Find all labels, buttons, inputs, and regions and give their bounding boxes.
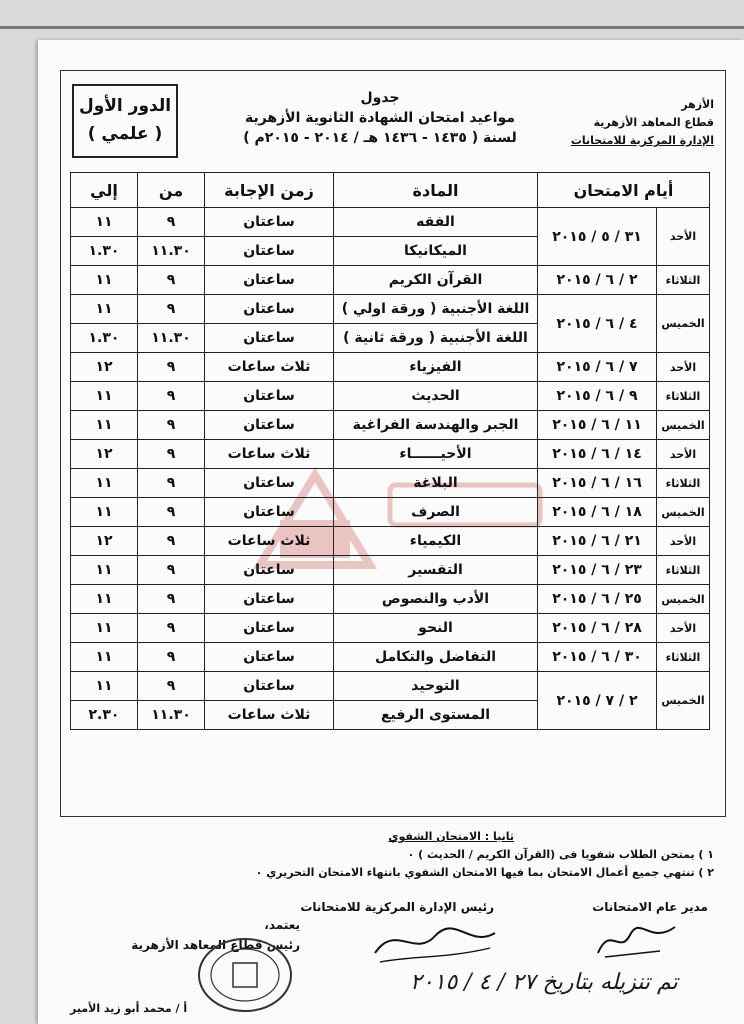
exam-end: ١١ bbox=[71, 382, 138, 411]
table-row bbox=[71, 585, 710, 614]
exam-duration: ثلاث ساعات bbox=[205, 527, 334, 556]
round-label: الدور الأول bbox=[78, 96, 172, 116]
exam-subject: الكيمياء bbox=[334, 527, 538, 556]
exam-subject: البلاغة bbox=[334, 469, 538, 498]
table-row bbox=[71, 266, 710, 295]
director-general-label: مدير عام الامتحانات bbox=[592, 900, 708, 914]
exam-start: ٩ bbox=[138, 643, 205, 672]
scan-edge-line bbox=[0, 26, 744, 29]
exam-end: ١.٣٠ bbox=[71, 324, 138, 353]
official-stamp bbox=[195, 935, 295, 1015]
exam-date: ٩ / ٦ / ٢٠١٥ bbox=[538, 382, 657, 411]
exam-subject: النحو bbox=[334, 614, 538, 643]
exam-day: الثلاثاء bbox=[657, 469, 710, 498]
exam-date: ٤ / ٦ / ٢٠١٥ bbox=[538, 295, 657, 353]
exam-start: ٩ bbox=[138, 498, 205, 527]
exam-day: الخميس bbox=[657, 498, 710, 527]
exam-date: ١١ / ٦ / ٢٠١٥ bbox=[538, 411, 657, 440]
exam-date: ٢ / ٧ / ٢٠١٥ bbox=[538, 672, 657, 730]
round-track: ( علمي ) bbox=[87, 124, 163, 144]
exam-start: ٩ bbox=[138, 527, 205, 556]
exam-duration: ساعتان bbox=[205, 237, 334, 266]
exam-duration: ساعتان bbox=[205, 585, 334, 614]
exam-start: ٩ bbox=[138, 266, 205, 295]
exam-subject: الصرف bbox=[334, 498, 538, 527]
exam-end: ١١ bbox=[71, 556, 138, 585]
exam-subject: التفاضل والتكامل bbox=[334, 643, 538, 672]
exam-duration: ثلاث ساعات bbox=[205, 440, 334, 469]
table-row bbox=[71, 411, 710, 440]
exam-date: ١٦ / ٦ / ٢٠١٥ bbox=[538, 469, 657, 498]
issuer-line-2: قطاع المعاهد الأزهرية bbox=[593, 116, 714, 129]
title-line-1: جدول bbox=[360, 90, 400, 106]
exam-start: ٩ bbox=[138, 672, 205, 701]
exam-date: ٢ / ٦ / ٢٠١٥ bbox=[538, 266, 657, 295]
exam-duration: ساعتان bbox=[205, 672, 334, 701]
signature-director bbox=[590, 915, 680, 965]
exam-duration: ثلاث ساعات bbox=[205, 353, 334, 382]
exam-day: الثلاثاء bbox=[657, 556, 710, 585]
table-row bbox=[71, 295, 710, 324]
round-box bbox=[72, 84, 178, 158]
exam-end: ١٢ bbox=[71, 440, 138, 469]
exam-day: الثلاثاء bbox=[657, 266, 710, 295]
note-item: ١ ) يمتحن الطلاب شفويا فى (القرآن الكريم / الحديث ) ٠ bbox=[407, 848, 714, 861]
title-line-3: لسنة ( ١٤٣٥ - ١٤٣٦ هـ / ٢٠١٤ - ٢٠١٥م ) bbox=[243, 130, 517, 146]
exam-start: ٩ bbox=[138, 353, 205, 382]
exam-day: الخميس bbox=[657, 411, 710, 440]
exam-date: ٢٨ / ٦ / ٢٠١٥ bbox=[538, 614, 657, 643]
exam-date: ٣٠ / ٦ / ٢٠١٥ bbox=[538, 643, 657, 672]
exam-duration: ساعتان bbox=[205, 498, 334, 527]
exam-start: ٩ bbox=[138, 440, 205, 469]
col-header-days: أيام الامتحان bbox=[538, 173, 710, 208]
exam-end: ١٢ bbox=[71, 353, 138, 382]
exam-start: ٩ bbox=[138, 585, 205, 614]
table-row bbox=[71, 208, 710, 237]
exam-subject: المستوى الرفيع bbox=[334, 701, 538, 730]
exam-duration: ساعتان bbox=[205, 382, 334, 411]
signature-central-head bbox=[370, 918, 500, 968]
exam-duration: ساعتان bbox=[205, 324, 334, 353]
exam-duration: ساعتان bbox=[205, 295, 334, 324]
exam-end: ١١ bbox=[71, 469, 138, 498]
exam-day: الخميس bbox=[657, 672, 710, 730]
exam-start: ١١.٣٠ bbox=[138, 701, 205, 730]
exam-subject: الأحيــــــاء bbox=[334, 440, 538, 469]
col-header-to: إلي bbox=[71, 173, 138, 208]
exam-end: ١١ bbox=[71, 295, 138, 324]
table-row bbox=[71, 643, 710, 672]
issuer-line-1: الأزهر bbox=[681, 98, 714, 111]
col-header-from: من bbox=[138, 173, 205, 208]
approval-label: يعتمد، bbox=[264, 918, 300, 932]
exam-start: ١١.٣٠ bbox=[138, 324, 205, 353]
exam-start: ٩ bbox=[138, 469, 205, 498]
table-header-row bbox=[71, 173, 710, 208]
exam-schedule-table bbox=[70, 172, 710, 730]
document-title bbox=[190, 88, 570, 148]
exam-end: ١١ bbox=[71, 208, 138, 237]
exam-duration: ساعتان bbox=[205, 643, 334, 672]
central-head-label: رئيس الإدارة المركزية للامتحانات bbox=[300, 900, 494, 914]
exam-subject: القرآن الكريم bbox=[334, 266, 538, 295]
exam-day: الثلاثاء bbox=[657, 382, 710, 411]
exam-start: ٩ bbox=[138, 556, 205, 585]
exam-duration: ثلاث ساعات bbox=[205, 701, 334, 730]
exam-duration: ساعتان bbox=[205, 469, 334, 498]
exam-subject: التفسير bbox=[334, 556, 538, 585]
exam-start: ٩ bbox=[138, 382, 205, 411]
exam-end: ٢.٣٠ bbox=[71, 701, 138, 730]
exam-day: الأحد bbox=[657, 353, 710, 382]
exam-day: الأحد bbox=[657, 614, 710, 643]
exam-subject: الميكانيكا bbox=[334, 237, 538, 266]
exam-end: ١١ bbox=[71, 585, 138, 614]
exam-start: ٩ bbox=[138, 411, 205, 440]
exam-duration: ساعتان bbox=[205, 208, 334, 237]
exam-day: الثلاثاء bbox=[657, 643, 710, 672]
exam-day: الخميس bbox=[657, 585, 710, 614]
exam-subject: اللغة الأجنبية ( ورقة ثانية ) bbox=[334, 324, 538, 353]
exam-start: ٩ bbox=[138, 295, 205, 324]
table-row bbox=[71, 382, 710, 411]
exam-start: ٩ bbox=[138, 614, 205, 643]
oral-exam-notes bbox=[64, 828, 714, 882]
exam-date: ٢١ / ٦ / ٢٠١٥ bbox=[538, 527, 657, 556]
exam-date: ٢٣ / ٦ / ٢٠١٥ bbox=[538, 556, 657, 585]
exam-subject: الحديث bbox=[334, 382, 538, 411]
exam-subject: اللغة الأجنبية ( ورقة اولي ) bbox=[334, 295, 538, 324]
exam-duration: ساعتان bbox=[205, 266, 334, 295]
col-header-duration: زمن الإجابة bbox=[205, 173, 334, 208]
exam-subject: التوحيد bbox=[334, 672, 538, 701]
sector-head-name: أ / محمد أبو زيد الأمير bbox=[70, 1002, 188, 1015]
exam-subject: الجبر والهندسة الفراغية bbox=[334, 411, 538, 440]
table-row bbox=[71, 469, 710, 498]
exam-duration: ساعتان bbox=[205, 556, 334, 585]
table-row bbox=[71, 498, 710, 527]
table-row bbox=[71, 527, 710, 556]
exam-end: ١١ bbox=[71, 672, 138, 701]
exam-end: ١١ bbox=[71, 411, 138, 440]
exam-start: ١١.٣٠ bbox=[138, 237, 205, 266]
table-row bbox=[71, 556, 710, 585]
exam-day: الأحد bbox=[657, 527, 710, 556]
notes-title: ثانيا : الامتحان الشفوي bbox=[388, 830, 514, 843]
exam-subject: الأدب والنصوص bbox=[334, 585, 538, 614]
issuer-block bbox=[571, 96, 714, 150]
exam-end: ١١ bbox=[71, 266, 138, 295]
issuer-line-3: الإدارة المركزية للامتحانات bbox=[570, 134, 714, 147]
exam-end: ١١ bbox=[71, 498, 138, 527]
exam-date: ٣١ / ٥ / ٢٠١٥ bbox=[538, 208, 657, 266]
col-header-subject: المادة bbox=[334, 173, 538, 208]
exam-subject: الفقه bbox=[334, 208, 538, 237]
title-line-2: مواعيد امتحان الشهادة الثانوية الأزهرية bbox=[244, 110, 516, 126]
exam-end: ١١ bbox=[71, 614, 138, 643]
table-row bbox=[71, 440, 710, 469]
handwritten-download-note: تم تنزيله بتاريخ ٢٧ / ٤ / ٢٠١٥ bbox=[410, 970, 678, 995]
table-row bbox=[71, 614, 710, 643]
note-item: ٢ ) تنتهي جميع أعمال الامتحان بما فيها الامتحان الشفوي بانتهاء الامتحان التحريري ٠ bbox=[255, 866, 714, 879]
exam-day: الأحد bbox=[657, 208, 710, 266]
exam-day: الأحد bbox=[657, 440, 710, 469]
exam-date: ١٨ / ٦ / ٢٠١٥ bbox=[538, 498, 657, 527]
exam-end: ١٢ bbox=[71, 527, 138, 556]
table-row bbox=[71, 672, 710, 701]
table-row bbox=[71, 353, 710, 382]
exam-end: ١١ bbox=[71, 643, 138, 672]
exam-duration: ساعتان bbox=[205, 411, 334, 440]
exam-start: ٩ bbox=[138, 208, 205, 237]
sector-head-label: رئيس قطاع المعاهد الأزهرية bbox=[131, 938, 300, 952]
exam-date: ١٤ / ٦ / ٢٠١٥ bbox=[538, 440, 657, 469]
exam-date: ٢٥ / ٦ / ٢٠١٥ bbox=[538, 585, 657, 614]
exam-date: ٧ / ٦ / ٢٠١٥ bbox=[538, 353, 657, 382]
exam-day: الخميس bbox=[657, 295, 710, 353]
exam-end: ١.٣٠ bbox=[71, 237, 138, 266]
exam-subject: الفيزياء bbox=[334, 353, 538, 382]
exam-duration: ساعتان bbox=[205, 614, 334, 643]
